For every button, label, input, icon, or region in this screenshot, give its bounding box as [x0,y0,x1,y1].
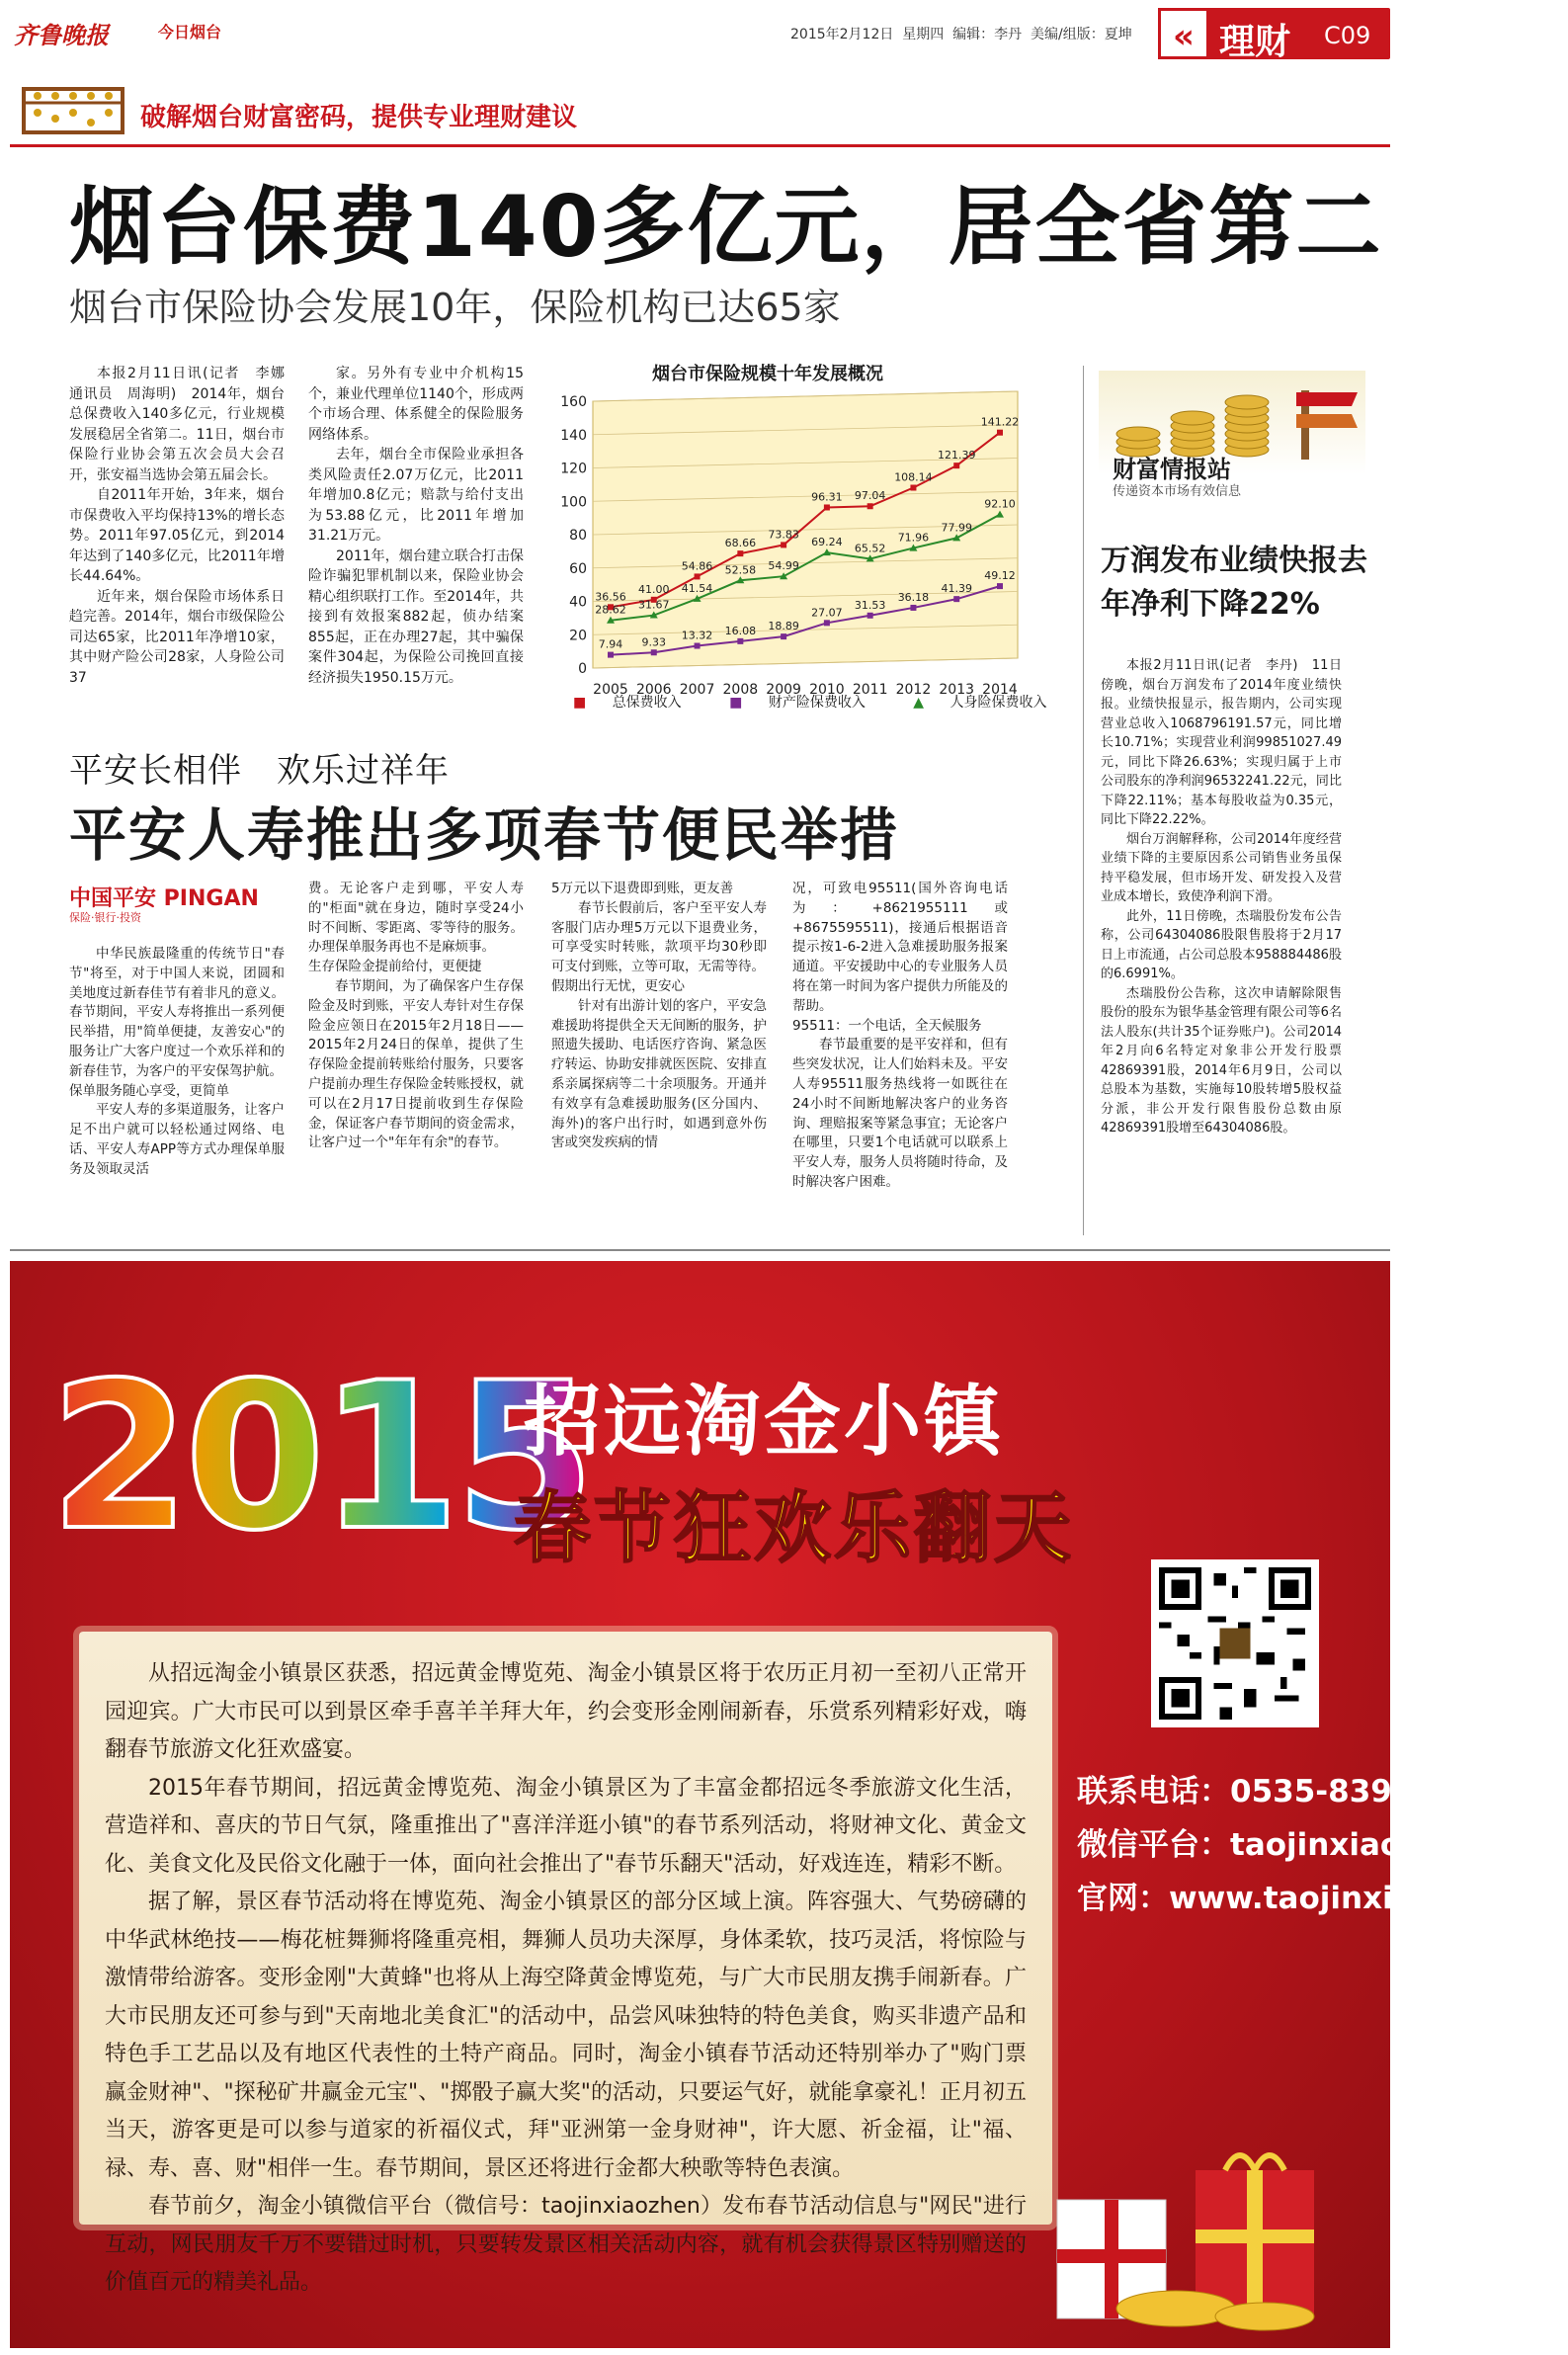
subheading: 95511：一个电话，全天候服务 [792,1017,982,1034]
data-point [781,542,786,547]
data-point [867,503,873,509]
pingan-column-2 [308,880,524,1153]
data-label: 13.32 [681,629,713,642]
ad-wechat: 微信平台：taojinxiaozhen [1077,1827,1484,1863]
paragraph: 家。另外有专业中介机构15个，兼业代理单位1140个，形成两个市场合理、体系健全的保险服务网络体系。 [308,366,524,443]
paragraph: 据了解，景区春节活动将在博览苑、淘金小镇景区的部分区域上演。阵容强大、气势磅礴的中华武林绝技——梅花桩舞狮将隆重亮相，舞狮人员功夫深厚，身体柔软，技巧灵活，将惊险与激情带给游客。变形金刚"大黄蜂"也将从上海空降黄金博览苑，与广大市民朋友携手闹新春。广大市民朋友还可参与到"天南地北美食汇"的活动中，品尝风味独特的特色美食，购买非遗产品和特色手工艺品以及有地区代表性的土特产商品。同时，淘金小镇春节活动还特别举办了"购门票赢金财神"、"探秘矿井赢金元宝"、"掷骰子赢大奖"的活动，只要运气好，就能拿豪礼！正月初五当天，游客更是可以参与道家的祈福仪式，拜"亚洲第一金身财神"，许大愿、祈金福，让"福、禄、寿、喜、财"相伴一生。春节期间，景区还将进行金都大秧歌等特色表演。 [105,1890,1027,2181]
data-point [824,620,830,626]
data-label: 36.56 [595,590,626,604]
paragraph: 从招远淘金小镇景区获悉，招远黄金博览苑、淘金小镇景区将于农历正月初一至初八正常开园迎宾。广大市民可以到景区牵手喜羊羊拜大年，约会变形金刚闹新春，乐赏系列精彩好戏，嗨翻春节旅游文化狂欢盛宴。 [105,1661,1027,1762]
legend-label: 财产险保费收入 [768,695,866,711]
data-label: 31.67 [638,598,670,612]
y-tick-label: 160 [560,394,587,410]
paragraph: 2011年，烟台建立联合打击保险诈骗犯罪机制以来，保险业协会精心组织联打工作。至2014年，共接到有效报案882起，侦办结案855起，正在办理27起，其中骗保案件304起，为保险公司挽回直接经济损失1950.15万元。 [308,547,524,686]
gift-boxes-illustration [1037,2081,1383,2338]
ad-year: 2015 [49,1340,590,1575]
double-chevron-icon: « [1158,8,1209,59]
ad-title: 招远淘金小镇 [524,1378,1005,1467]
x-tick-label: 2005 [593,682,628,698]
pingan-logo: 中国平安 PINGAN [69,886,259,911]
masthead-brand: 齐鲁晚报 [14,21,109,49]
paragraph: 春节最重要的是平安祥和，但有些突发状况，让人们始料未及。平安人寿95511服务热线将一如既往在24小时不间断地解决客户的业务咨询、理赔报案等紧急事宜；无论客户在哪里，只要1个电话就可以联系上平安人寿，服务人员将随时待命，及时解决客户困难。 [792,1037,1008,1190]
data-label: 27.07 [811,606,843,620]
section-slogan: 破解烟台财富密码，提供专业理财建议 [140,103,578,132]
ad-phone: 联系电话：0535-8391799 [1077,1774,1478,1809]
y-tick-label: 60 [569,560,587,577]
y-tick-label: 140 [560,427,587,444]
ad-subtitle: 春节狂欢乐翻天 [514,1484,1075,1573]
data-point [695,573,701,579]
data-label: 54.99 [768,559,799,573]
masthead-section: 今日烟台 [158,23,222,42]
data-label: 31.53 [854,598,886,612]
ad-contacts [1077,1765,1568,1925]
y-tick-label: 80 [569,528,587,544]
column-title: 财富情报站 [1113,456,1231,483]
y-tick-label: 40 [569,594,587,611]
data-label: 141.22 [980,415,1020,429]
data-label: 41.00 [638,582,670,596]
data-point [997,430,1003,436]
data-label: 52.58 [724,563,757,577]
subheading: 5万元以下退费即到账，更友善 [551,881,734,896]
article-column-2 [308,364,524,688]
header-meta: 2015年2月12日 星期四 编辑：李丹 美编/组版：夏坤 [790,27,1132,42]
paragraph: 此外，11日傍晚，杰瑞股份发布公告称，公司64304086股限售股将于2月17日上市流通，占公司总股本958884486股的6.6991%。 [1101,908,1342,981]
x-tick-label: 2006 [635,682,672,698]
x-tick-label: 2009 [766,682,801,698]
section-badge [1158,8,1390,62]
page-number: C09 [1324,22,1371,49]
paragraph: 费。无论客户走到哪，平安人寿的"柜面"就在身边，随时享受24小时不间断、零距离、零等待的服务。办理保单服务再也不是麻烦事。 [308,881,524,956]
data-point [953,463,959,468]
brief-headline: 万润发布业绩快报去年净利下降22% [1101,544,1367,622]
data-label: 36.18 [897,590,930,604]
main-headline: 烟台保费140多亿元，居全省第二 [69,178,1383,277]
paragraph: 2015年春节期间，招远黄金博览苑、淘金小镇景区为了丰富金都招远冬季旅游文化生活，营造祥和、喜庆的节日气氛，隆重推出了"喜洋洋逛小镇"的春节系列活动，将财神文化、黄金文化、美食文化及民俗文化融于一体，面向社会推出了"春节乐翻天"活动，好戏连连，精彩不断。 [105,1775,1027,1877]
data-point [910,605,916,611]
x-tick-label: 2013 [939,682,975,698]
data-point [910,485,916,491]
data-label: 96.31 [811,490,843,504]
data-point [781,633,786,639]
pingan-kicker: 平安长相伴 欢乐过祥年 [69,751,450,791]
data-point [824,504,830,510]
data-point [737,550,743,556]
data-label: 65.52 [854,542,886,555]
paragraph: 况，可致电95511(国外咨询电话为：+8621955111或+8675595511)，接通后根据语音提示按1-6-2进入急难援助服务报案通道。平安援助中心的专业服务人员将在第一时间为客户提供力所能及的帮助。 [792,881,1008,1014]
data-label: 16.08 [724,624,757,637]
data-label: 97.04 [854,489,886,503]
data-label: 49.12 [984,569,1016,583]
data-label: 28.62 [595,603,626,617]
pingan-column-3 [551,880,767,1153]
insurance-chart [553,352,1028,727]
data-point [737,638,743,644]
x-tick-label: 2011 [852,682,888,698]
subheading: 保单服务随心享受，更简单 [69,1082,229,1099]
ad-body [79,1632,1052,2295]
paragraph: 针对有出游计划的客户，平安急难援助将提供全天无间断的服务，护照遗失援助、电话医疗咨询、紧急医疗转运、协助安排就医医院、安排直系亲属探病等二十余项服务。开通并有效享有急难援助服务(区分国内、海外)的客户出行时，如遇到意外伤害或突发疾病的情 [551,997,767,1151]
paragraph: 春节前夕，淘金小镇微信平台（微信号：taojinxiaozhen）发布春节活动信息与"网民"进行互动，网民朋友千万不要错过时机，只要转发景区相关活动内容，就有机会获得景区特别赠送的价值百元的精美礼品。 [105,2194,1027,2295]
data-label: 92.10 [984,497,1016,511]
data-label: 18.89 [768,620,799,633]
data-label: 54.86 [681,559,713,573]
legend-item-property: ■ 财产险保费收入 [729,695,866,711]
data-point [651,649,657,655]
paragraph: 本报2月11日讯(记者 李丹) 11日傍晚，烟台万润发布了2014年度业绩快报。业绩快报显示，报告期内，公司实现营业总收入1068796191.57元，同比增长10.71%；实现营业利润99851027.49元，同比下降26.63%；实现归属于上市公司股东的净利润96532241.22元，同比下降22.11%；基本每股收益为0.35元，同比下降22.22%。 [1101,658,1342,827]
paragraph: 去年，烟台全市保险业承担各类风险责任2.07万亿元，比2011年增加0.8亿元；赔款与给付支出为53.88亿元，比2011年增加31.21万元。 [308,447,524,544]
data-point [953,596,959,602]
x-tick-label: 2012 [895,682,932,698]
article-column-1 [69,364,298,688]
data-label: 71.96 [897,531,930,545]
data-label: 41.54 [681,581,713,595]
section-divider [10,1249,1390,1251]
paragraph: 平安人寿的多渠道服务，让客户足不出户就可以轻松通过网络、电话、平安人寿APP等方式办理保单服务及领取灵活 [69,1102,285,1177]
header-divider [10,144,1390,147]
y-tick-label: 0 [578,661,587,677]
pingan-column-4 [792,880,1008,1193]
section-name: 理财 [1219,21,1291,62]
paragraph: 春节期间，为了确保客户生存保险金及时到账，平安人寿针对生存保险金应领日在2015年2月18日——2015年2月24日的保单，提供了生存保险金提前转账给付服务，只要客户提前办理生存保险金转账授权，就可以在2月17日提前收到生存保险金，保证客户春节期间的资金需求，让客户过一个"年年有余"的春节。 [308,977,524,1151]
legend-item-total: ■ 总保费收入 [573,695,682,711]
x-tick-label: 2014 [982,682,1018,698]
column-divider [1083,366,1084,1235]
data-label: 9.33 [641,635,667,649]
pingan-column-1 [69,945,285,1180]
pingan-tagline: 保险·银行·投资 [69,911,141,924]
paragraph: 烟台万润解释称，公司2014年度经营业绩下降的主要原因系公司销售业务虽保持平稳发展，但市场开发、研发投入及营业成本增长，致使净利润下滑。 [1101,831,1342,904]
legend-label: 总保费收入 [612,695,682,711]
data-label: 41.39 [941,582,972,596]
column-subtitle: 传递资本市场有效信息 [1113,484,1242,499]
x-tick-label: 2007 [679,682,715,698]
paragraph: 中华民族最隆重的传统节日"春节"将至，对于中国人来说，团圆和美地度过新春佳节有着非凡的意义。春节期间，平安人寿将推出一系列便民举措，用"简单便捷，友善安心"的服务让广大客户度过一个欢乐祥和的新春佳节，为客户的平安保驾护航。 [69,946,285,1079]
subheading: 假期出行无忧，更安心 [551,977,685,994]
data-label: 7.94 [598,637,623,651]
data-label: 108.14 [894,470,933,484]
data-label: 121.39 [937,449,976,463]
qr-code [1151,1559,1319,1727]
y-tick-label: 120 [560,461,587,477]
abacus-icon [20,83,128,138]
data-point [608,652,614,658]
ad-website: 官网：www.taojinxiaozhen.cn [1077,1881,1568,1916]
data-point [867,613,873,619]
x-tick-label: 2008 [722,682,759,698]
y-tick-label: 20 [569,628,587,644]
advertisement [10,1261,1568,2348]
data-point [997,583,1003,589]
paragraph: 近年来，烟台保险市场体系日趋完善。2014年，烟台市级保险公司达65家，比2011年净增10家，其中财产险公司28家，人身险公司37 [69,588,285,686]
data-label: 77.99 [941,521,972,535]
legend-label: 人身险保费收入 [949,695,1047,711]
paragraph: 春节长假前后，客户至平安人寿客服门店办理5万元以下退费业务，可享受实时转账，款项平均30秒即可支付到账，立等可取，无需等待。 [551,899,767,975]
data-label: 73.83 [768,528,799,542]
brief-body [1101,656,1342,1138]
legend-item-life: ▲ 人身险保费收入 [913,695,1047,711]
paragraph: 杰瑞股份公告称，这次申请解除限售股份的股东为银华基金管理有限公司等6名法人股东(共计35个证券账户)。公司2014年2月向6名特定对象非公开发行股票42869391股，2014年6月9日，公司以总股本为基数，实施每10股转增5股权益分派，非公开发行限售股份总数由原42869391股增至64304086股。 [1101,985,1342,1135]
chart-legend [573,692,1091,712]
chart-title: 烟台市保险规模十年发展概况 [652,364,883,384]
y-tick-label: 100 [560,494,587,511]
pingan-headline: 平安人寿推出多项春节便民举措 [69,801,900,869]
subheading: 生存保险金提前给付，更便捷 [308,959,482,975]
main-subheadline: 烟台市保险协会发展10年，保险机构已达65家 [69,286,841,329]
x-tick-label: 2010 [809,682,845,698]
data-point [695,643,701,649]
paragraph: 本报2月11日讯(记者 李娜 通讯员 周海明) 2014年，烟台总保费收入140多亿元，行业规模发展稳居全省第二。11日，烟台市保险行业协会第五次会员大会召开，张安福当选协会第五届会长。 [69,366,298,483]
data-label: 69.24 [811,536,843,549]
paragraph: 自2011年开始，3年来，烟台市保费收入平均保持13%的增长态势。2011年97.05亿元，到2014年达到了140多亿元，比2011年增长44.64%。 [69,487,285,584]
data-label: 68.66 [724,537,757,550]
